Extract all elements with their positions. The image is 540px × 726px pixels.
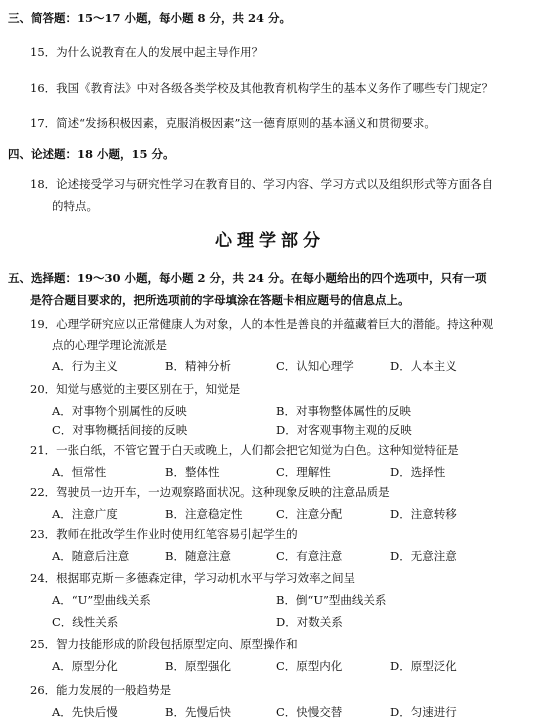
- question-26-option-d: D．匀速进行: [390, 705, 457, 719]
- question-26-stem: 26．能力发展的一般趋势是: [30, 683, 172, 697]
- question-24-option-d: D．对数关系: [276, 615, 343, 629]
- question-25-option-b: B．原型强化: [165, 659, 231, 673]
- question-26-option-c: C．快慢交替: [276, 705, 343, 719]
- question-23-option-a: A．随意后注意: [52, 549, 130, 563]
- question-25-stem: 25．智力技能形成的阶段包括原型定向、原型操作和: [30, 637, 298, 651]
- question-23-option-b: B．随意注意: [165, 549, 231, 563]
- section5-heading-line1: 五、选择题：19～30 小题，每小题 2 分，共 24 分。在每小题给出的四个选项中，只有一项: [8, 271, 487, 285]
- question-26-option-a: A．先快后慢: [52, 705, 118, 719]
- question-23-stem: 23．教师在批改学生作业时使用红笔容易引起学生的: [30, 527, 298, 541]
- question-19-option-d: D．人本主义: [390, 359, 457, 373]
- question-20-option-a: A．对事物个别属性的反映: [52, 404, 187, 418]
- section5-heading-line2: 是符合题目要求的，把所选项前的字母填涂在答题卡相应题号的信息点上。: [30, 293, 410, 307]
- question-19-option-b: B．精神分析: [165, 359, 231, 373]
- question-25-option-a: A．原型分化: [52, 659, 118, 673]
- question-24-option-b: B．倒“U”型曲线关系: [276, 593, 387, 607]
- question-19-option-a: A．行为主义: [52, 359, 118, 373]
- question-20-option-d: D．对客观事物主观的反映: [276, 423, 412, 437]
- question-20-option-c: C．对事物概括间接的反映: [52, 423, 188, 437]
- question-21-option-c: C．理解性: [276, 465, 331, 479]
- question-25-option-d: D．原型泛化: [390, 659, 457, 673]
- question-16: 16．我国《教育法》中对各级各类学校及其他教育机构学生的基本义务作了哪些专门规定？: [30, 81, 494, 95]
- psychology-section-title: 心理学部分: [215, 231, 325, 251]
- question-21-option-b: B．整体性: [165, 465, 220, 479]
- question-22-stem: 22．驾驶员一边开车，一边观察路面状况。这种现象反映的注意品质是: [30, 485, 390, 499]
- question-19-option-c: C．认知心理学: [276, 359, 354, 373]
- question-22-option-b: B．注意稳定性: [165, 507, 243, 521]
- section3-heading: 三、简答题：15～17 小题，每小题 8 分，共 24 分。: [8, 11, 292, 25]
- question-20-option-b: B．对事物整体属性的反映: [276, 404, 411, 418]
- question-23-option-c: C．有意注意: [276, 549, 343, 563]
- question-21-stem: 21．一张白纸，不管它置于白天或晚上，人们都会把它知觉为白色。这种知觉特征是: [30, 443, 459, 457]
- question-24-stem: 24．根据耶克斯－多德森定律，学习动机水平与学习效率之间呈: [30, 571, 356, 585]
- question-19-stem-line2: 点的心理学理论流派是: [52, 338, 167, 352]
- question-25-option-c: C．原型内化: [276, 659, 343, 673]
- question-20-stem: 20．知觉与感觉的主要区别在于，知觉是: [30, 382, 241, 396]
- question-18-line2: 的特点。: [52, 199, 98, 213]
- section4-heading: 四、论述题：18 小题，15 分。: [8, 147, 175, 161]
- question-22-option-c: C．注意分配: [276, 507, 343, 521]
- question-15: 15．为什么说教育在人的发展中起主导作用？: [30, 45, 264, 59]
- question-23-option-d: D．无意注意: [390, 549, 457, 563]
- question-21-option-a: A．恒常性: [52, 465, 107, 479]
- question-26-option-b: B．先慢后快: [165, 705, 231, 719]
- question-21-option-d: D．选择性: [390, 465, 446, 479]
- question-18-line1: 18．论述接受学习与研究性学习在教育目的、学习内容、学习方式以及组织形式等方面各自: [30, 177, 494, 191]
- question-24-option-a: A．“U”型曲线关系: [52, 593, 151, 607]
- question-19-stem-line1: 19．心理学研究应以正常健康人为对象，人的本性是善良的并蕴藏着巨大的潜能。持这种观: [30, 317, 494, 331]
- question-17: 17．简述“发扬积极因素，克服消极因素”这一德育原则的基本涵义和贯彻要求。: [30, 116, 436, 130]
- question-22-option-a: A．注意广度: [52, 507, 118, 521]
- question-22-option-d: D．注意转移: [390, 507, 457, 521]
- question-24-option-c: C．线性关系: [52, 615, 119, 629]
